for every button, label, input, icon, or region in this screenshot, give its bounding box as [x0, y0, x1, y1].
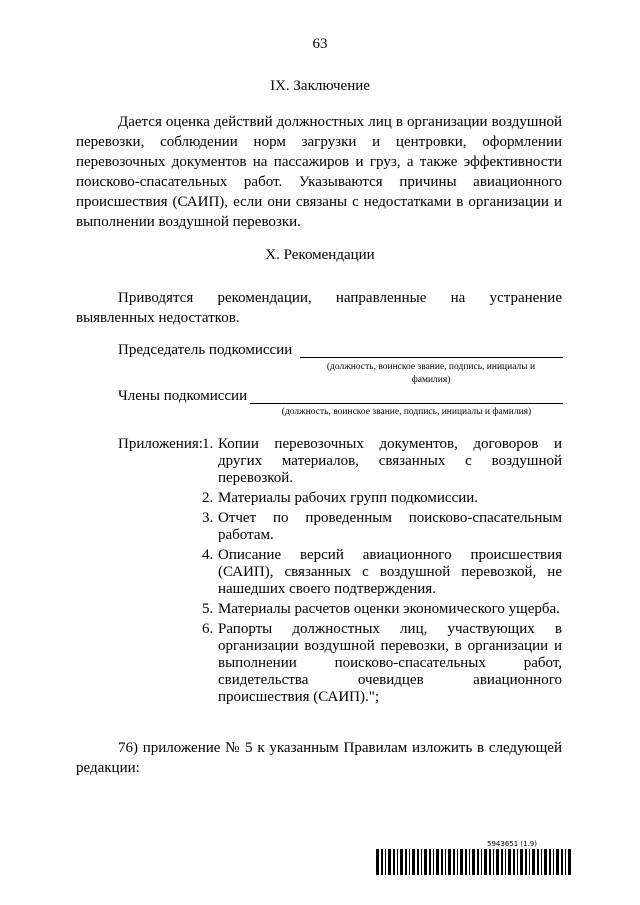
members-caption: (должность, воинское звание, подпись, инициалы и фамилия) [281, 407, 532, 417]
list-item-number: 5. [202, 601, 214, 617]
list-item-number: 4. [202, 547, 214, 563]
list-item-number: 6. [202, 621, 214, 637]
list-item [202, 510, 562, 544]
list-item-text: Отчет по проведенным поисково-спасательным работам. [218, 510, 562, 543]
list-item-text: Материалы рабочих групп подкомиссии. [218, 490, 479, 506]
barcode-caption: 5943651 (1.9) [487, 840, 537, 848]
list-item-number: 1. [202, 436, 214, 452]
chairman-caption: (должность, воинское звание, подпись, инициалы и фамилия) [326, 362, 536, 385]
list-item-text: Рапорты должностных лиц, участвующих в организации воздушной перевозки, в организации и выполнении поисково-спасательных работ, свидетельства очевидцев авиационного происшествия (САИП)."; [218, 621, 562, 705]
chairman-label: Председатель подкомиссии [118, 342, 293, 358]
appendices-label: Приложения: [118, 436, 203, 452]
list-item-text: Копии перевозочных документов, договоров и других материалов, связанных с воздушной перевозкой. [218, 436, 562, 486]
members-signature-line [250, 403, 563, 404]
section-ix-paragraph: Дается оценка действий должностных лиц в организации воздушной перевозки, соблюдении норм загрузки и центровки, оформлении перевозочных документов на пассажиров и груз, а также эффективности поисково-спасательных работ. Указываются причины авиационного происшествия (САИП), если они связаны с недостатками в организации и выполнении воздушной перевозки. [76, 114, 562, 230]
section-x-paragraph: Приводятся рекомендации, направленные на устранение выявленных недостатков. [76, 290, 562, 326]
list-item [202, 436, 562, 487]
list-item-text: Описание версий авиационного происшествия (САИП), связанных с воздушной перевозкой, не нашедших своего подтверждения. [218, 547, 562, 597]
section-x-heading: X. Рекомендации [265, 247, 375, 263]
list-item [202, 601, 562, 618]
list-item-number: 3. [202, 510, 214, 526]
list-item [202, 547, 562, 598]
list-item [202, 490, 562, 507]
appendices-list [202, 436, 562, 709]
list-item-text: Материалы расчетов оценки экономического ущерба. [218, 601, 560, 617]
list-item-number: 2. [202, 490, 214, 506]
list-item [202, 621, 562, 706]
amendment-76-paragraph: 76) приложение № 5 к указанным Правилам изложить в следующей редакции: [76, 740, 562, 776]
chairman-signature-line [300, 357, 563, 358]
page-number: 63 [312, 36, 328, 52]
barcode-icon [376, 849, 572, 875]
section-ix-heading: IX. Заключение [270, 78, 370, 94]
members-label: Члены подкомиссии [118, 388, 248, 404]
